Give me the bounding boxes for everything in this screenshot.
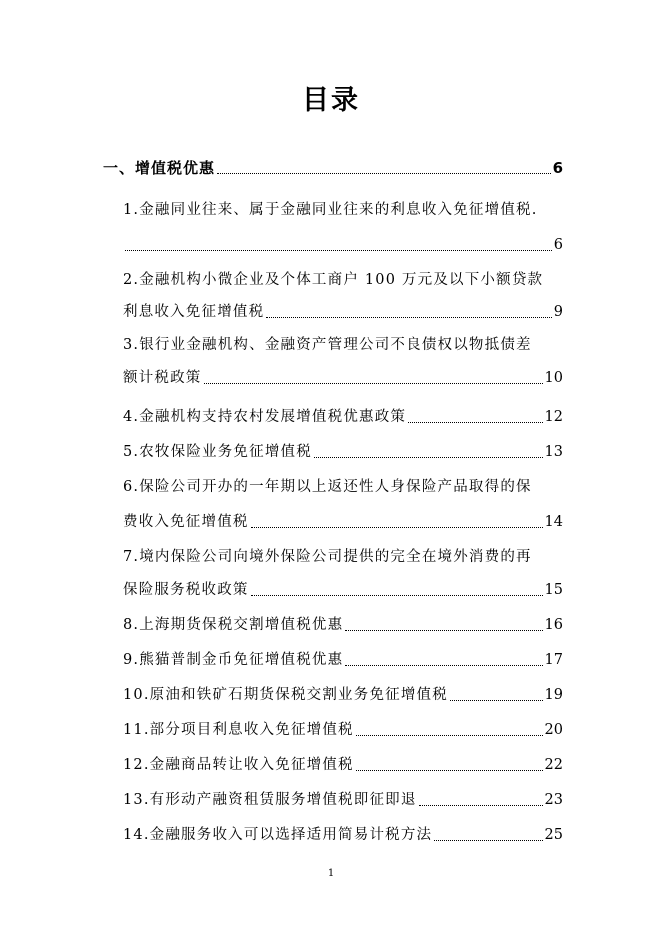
footer-page-number: 1 (327, 868, 335, 879)
toc-page-number: 15 (544, 582, 563, 598)
toc-entry[interactable] (123, 432, 563, 462)
toc-leader (419, 804, 543, 806)
toc-page-number: 25 (544, 827, 563, 843)
toc-section-vat[interactable] (103, 148, 563, 178)
toc-entry[interactable] (123, 358, 563, 388)
toc-entry-label: 11.部分项目利息收入免征增值税 (123, 722, 354, 738)
toc-entry-first-line[interactable]: 6.保险公司开办的一年期以上返还性人身保险产品取得的保 (123, 479, 532, 495)
toc-leader (251, 526, 543, 528)
toc-entry-label: 保险服务税收政策 (123, 582, 249, 598)
toc-entry-label: 14.金融服务收入可以选择适用简易计税方法 (123, 827, 433, 843)
toc-entry[interactable] (123, 225, 563, 255)
toc-page-number: 6 (553, 237, 563, 253)
toc-page-number: 23 (544, 792, 563, 808)
toc-page-number: 20 (544, 722, 563, 738)
toc-entry-label: 5.农牧保险业务免征增值税 (123, 444, 312, 460)
toc-leader (450, 699, 543, 701)
toc-entry[interactable] (123, 745, 563, 775)
toc-entry-label: 费收入免征增值税 (123, 514, 249, 530)
toc-entry-label: 4.金融机构支持农村发展增值税优惠政策 (123, 409, 407, 425)
toc-page-number: 17 (544, 652, 563, 668)
toc-page-number: 12 (544, 409, 563, 425)
toc-entry[interactable] (123, 605, 563, 635)
toc-entry[interactable] (123, 815, 563, 845)
toc-leader (125, 249, 552, 251)
toc-page-number: 16 (544, 617, 563, 633)
toc-entry[interactable] (123, 780, 563, 810)
toc-leader (345, 664, 542, 666)
toc-entry[interactable] (123, 570, 563, 600)
toc-page-number: 6 (552, 159, 563, 177)
toc-entry-label: 12.金融商品转让收入免征增值税 (123, 757, 354, 773)
toc-page-number: 9 (553, 304, 563, 320)
toc-leader (251, 594, 543, 596)
toc-entry-label: 利息收入免征增值税 (123, 304, 265, 320)
toc-page-number: 19 (544, 687, 563, 703)
toc-leader (204, 382, 543, 384)
toc-entry-label: 10.原油和铁矿石期货保税交割业务免征增值税 (123, 687, 448, 703)
toc-page-number: 10 (544, 370, 563, 386)
toc-entry[interactable] (123, 502, 563, 532)
toc-entry-first-line[interactable]: 2.金融机构小微企业及个体工商户 100 万元及以下小额贷款 (123, 272, 544, 288)
toc-entry[interactable] (123, 397, 563, 427)
toc-entry-first-line[interactable]: 1.金融同业往来、属于金融同业往来的利息收入免征增值税. (123, 202, 538, 218)
toc-leader (345, 629, 542, 631)
toc-leader (408, 421, 542, 423)
page-title: 目录 (302, 85, 360, 116)
toc-entry-label: 9.熊猫普制金币免征增值税优惠 (123, 652, 344, 668)
toc-entry[interactable] (123, 640, 563, 670)
toc-leader (217, 172, 551, 174)
toc-leader (314, 456, 543, 458)
toc-leader (356, 734, 543, 736)
toc-page-number: 14 (544, 514, 563, 530)
toc-entry-label: 13.有形动产融资租赁服务增值税即征即退 (123, 792, 417, 808)
toc-leader (356, 769, 543, 771)
toc-leader (266, 316, 551, 318)
toc-entry[interactable] (123, 292, 563, 322)
toc-leader (434, 839, 542, 841)
toc-section-label: 一、增值税优惠 (103, 159, 216, 177)
toc-page-number: 13 (544, 444, 563, 460)
toc-page-number: 22 (544, 757, 563, 773)
toc-entry[interactable] (123, 710, 563, 740)
toc-entry-first-line[interactable]: 3.银行业金融机构、金融资产管理公司不良债权以物抵债差 (123, 337, 532, 353)
toc-entry-label: 8.上海期货保税交割增值税优惠 (123, 617, 344, 633)
toc-entry-label: 额计税政策 (123, 370, 202, 386)
toc-entry[interactable] (123, 675, 563, 705)
toc-entry-first-line[interactable]: 7.境内保险公司向境外保险公司提供的完全在境外消费的再 (123, 549, 532, 565)
